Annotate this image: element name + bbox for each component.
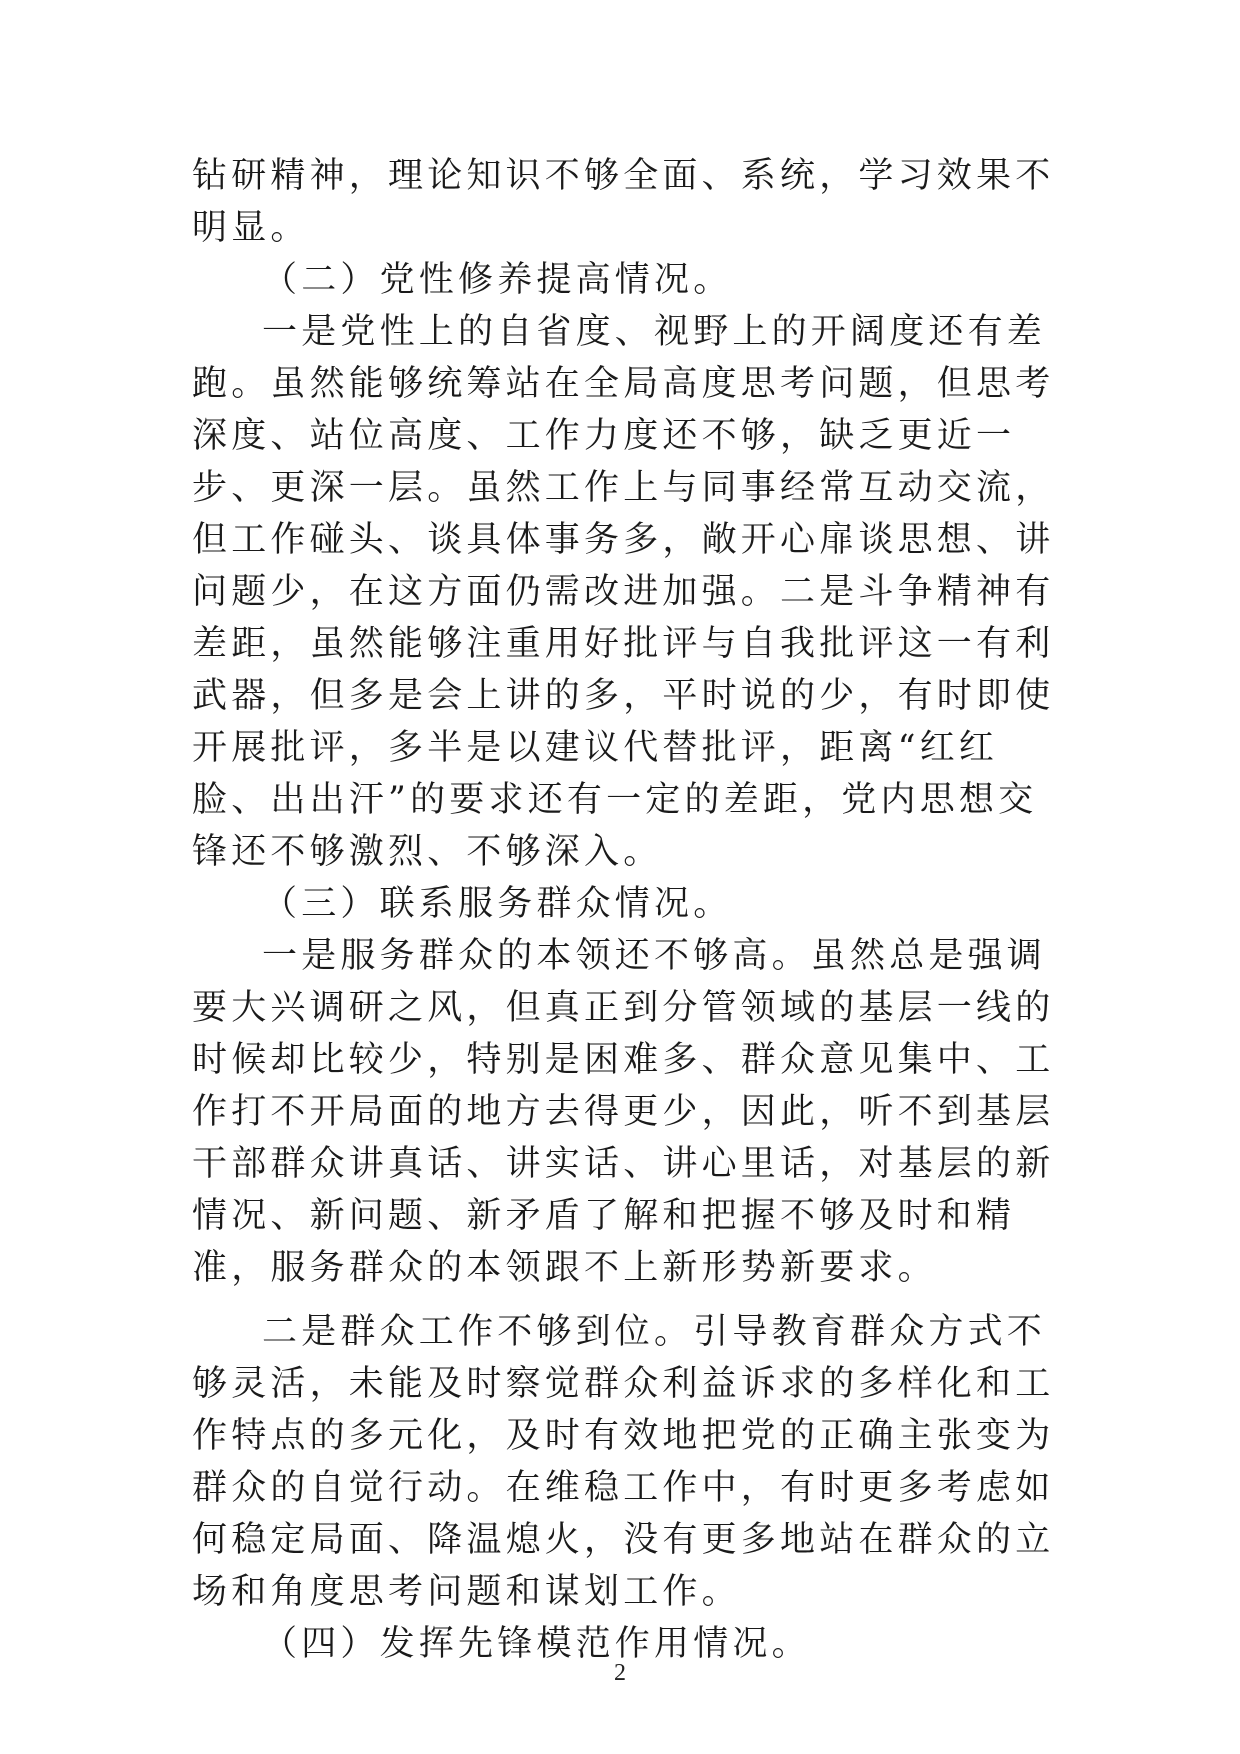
section-3-paragraph-1: 一是服务群众的本领还不够高。虽然总是强调要大兴调研之风，但真正到分管领域的基层一线的时候却比较少，特别是困难多、群众意见集中、工作打不开局面的地方去得更少，因此，听不到基层干部群众讲真话、讲实话、讲心里话，对基层的新情况、新问题、新矛盾了解和把握不够及时和精准，服务群众的本领跟不上新形势新要求。: [192, 936, 1055, 1288]
continuation-paragraph: 钻研精神，理论知识不够全面、系统，学习效果不明显。: [192, 156, 1055, 248]
document-body: [192, 150, 1062, 1670]
section-3-paragraph-2: 二是群众工作不够到位。引导教育群众方式不够灵活，未能及时察觉群众利益诉求的多样化和工作特点的多元化，及时有效地把党的正确主张变为群众的自觉行动。在维稳工作中，有时更多考虑如何稳定局面、降温熄火，没有更多地站在群众的立场和角度思考问题和谋划工作。: [192, 1312, 1055, 1612]
section-heading-4: （四）发挥先锋模范作用情况。: [262, 1624, 811, 1664]
section-heading-2: （二）党性修养提高情况。: [262, 260, 733, 300]
section-heading-3: （三）联系服务群众情况。: [262, 884, 733, 924]
section-2-paragraph-1: 一是党性上的自省度、视野上的开阔度还有差跑。虽然能够统筹站在全局高度思考问题，但思考深度、站位高度、工作力度还不够，缺乏更近一步、更深一层。虽然工作上与同事经常互动交流，但工作碰头、谈具体事务多，敞开心扉谈思想、讲问题少，在这方面仍需改进加强。二是斗争精神有差距，虽然能够注重用好批评与自我批评这一有利武器，但多是会上讲的多，平时说的少，有时即使开展批评，多半是以建议代替批评，距离“红红脸、出出汗”的要求还有一定的差距，党内思想交锋还不够激烈、不够深入。: [192, 312, 1055, 872]
paragraph-gap: [192, 1294, 1062, 1306]
page-number: 2: [614, 1660, 626, 1686]
